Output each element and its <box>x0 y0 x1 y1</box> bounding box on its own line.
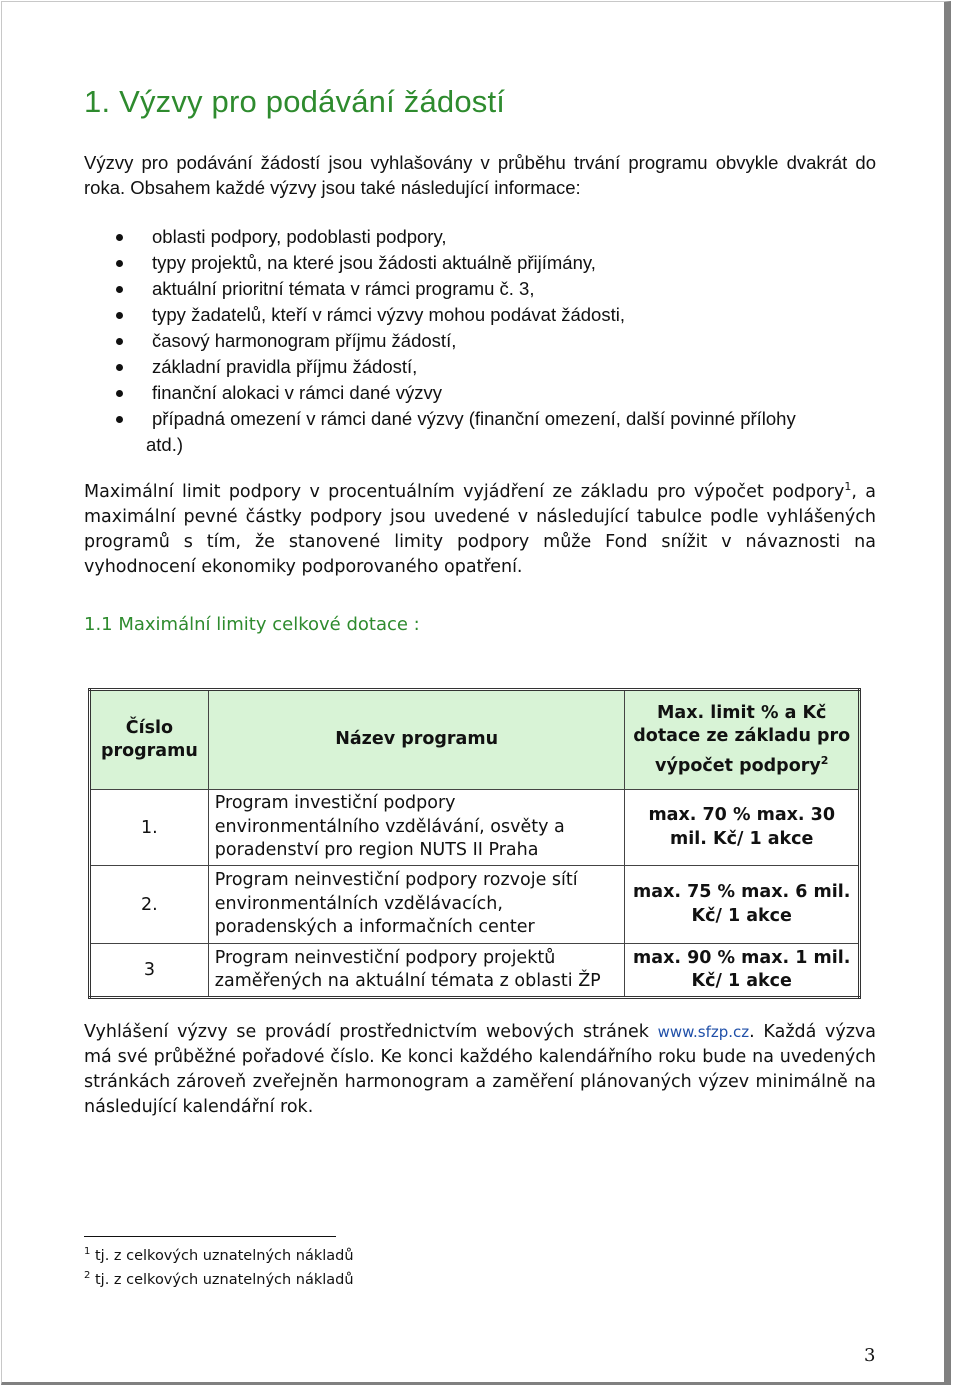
header-limit: Max. limit % a Kč dotace ze základu pro výpočet podpory$^2$ <box>625 690 860 790</box>
program-name: Program neinvestiční podpory projektů zaměřených na aktuální témata z oblasti ŽP <box>208 944 625 998</box>
list-item: aktuální prioritní témata v rámci programu č. 3, <box>84 276 884 302</box>
footnote-ref: 1 <box>844 480 852 494</box>
list-item: případná omezení v rámci dané výzvy (finanční omezení, další povinné přílohy atd.) <box>84 406 884 458</box>
table-row <box>90 944 860 998</box>
bullet-icon <box>116 234 123 241</box>
bullet-icon <box>116 260 123 267</box>
announcement-paragraph: Vyhlášení výzvy se provádí prostřednictvím webových stránek www.sfzp.cz. Každá výzva má své průběžné pořadové číslo. Ke konci každého kalendářního roku bude na uvedených stránkách zároveň zveřejněn harmonogram a zaměření plánovaných výzev minimálně na následující kalendářní rok. <box>84 1022 877 1117</box>
list-item: oblasti podpory, podoblasti podpory, <box>84 224 884 250</box>
list-item: typy žadatelů, kteří v rámci výzvy mohou podávat žádosti, <box>84 302 884 328</box>
section-heading: 1. Výzvy pro podávání žádostí <box>84 84 506 119</box>
header-name: Název programu <box>208 690 625 790</box>
footnote: $^2$ tj. z celkových uznatelných nákladů <box>84 1269 354 1288</box>
bullet-icon <box>116 364 123 371</box>
subsection-heading: 1.1 Maximální limity celkové dotace : <box>84 614 420 635</box>
table-header-row <box>90 690 860 790</box>
program-limit: max. 70 % max. 30 mil. Kč/ 1 akce <box>625 790 860 866</box>
list-item: časový harmonogram příjmu žádostí, <box>84 328 884 354</box>
program-name: Program neinvestiční podpory rozvoje sítí environmentálních vzdělávacích, poradenských a informačních center <box>208 866 625 944</box>
bullet-icon <box>116 338 123 345</box>
table-row <box>90 866 860 944</box>
program-limit: max. 90 % max. 1 mil. Kč/ 1 akce <box>625 944 860 998</box>
page-number: 3 <box>864 1345 876 1366</box>
footnotes <box>84 1242 354 1290</box>
limits-paragraph: Maximální limit podpory v procentuálním vyjádření ze základu pro výpočet podpory$^1$, a maximální pevné částky podpory jsou uvedené v následující tabulce podle vyhlášených programů s tím, že stanovené limity podpory může Fond snížit v návaznosti na vyhodnocení ekonomiky podporovaného opatření. <box>84 480 876 577</box>
program-limit: max. 75 % max. 6 mil. Kč/ 1 akce <box>625 866 860 944</box>
list-item: finanční alokaci v rámci dané výzvy <box>84 380 884 406</box>
footnote: $^1$ tj. z celkových uznatelných nákladů <box>84 1246 354 1264</box>
program-number: 3 <box>90 944 209 998</box>
header-number: Číslo programu <box>90 690 209 790</box>
bullet-icon <box>116 286 123 293</box>
bullet-icon <box>116 416 123 423</box>
bullet-icon <box>116 390 123 397</box>
footnote-divider <box>84 1236 336 1237</box>
bullet-icon <box>116 312 123 319</box>
bullet-continuation: atd.) <box>146 434 184 455</box>
program-name: Program investiční podpory environmentálního vzdělávání, osvěty a poradenství pro region NUTS II Praha <box>208 790 625 866</box>
program-number: 1. <box>90 790 209 866</box>
list-item: základní pravidla příjmu žádostí, <box>84 354 884 380</box>
intro-paragraph: Výzvy pro podávání žádostí jsou vyhlašovány v průběhu trvání programu obvykle dvakrát do roka. Obsahem každé výzvy jsou také následující informace: <box>84 152 876 198</box>
table-row <box>90 790 860 866</box>
list-item: typy projektů, na které jsou žádosti aktuálně přijímány, <box>84 250 884 276</box>
program-number: 2. <box>90 866 209 944</box>
info-bullet-list <box>84 224 884 458</box>
footnote-ref: 2 <box>820 753 829 767</box>
sfzp-link[interactable]: www.sfzp.cz <box>657 1023 750 1041</box>
limits-table <box>88 688 861 999</box>
